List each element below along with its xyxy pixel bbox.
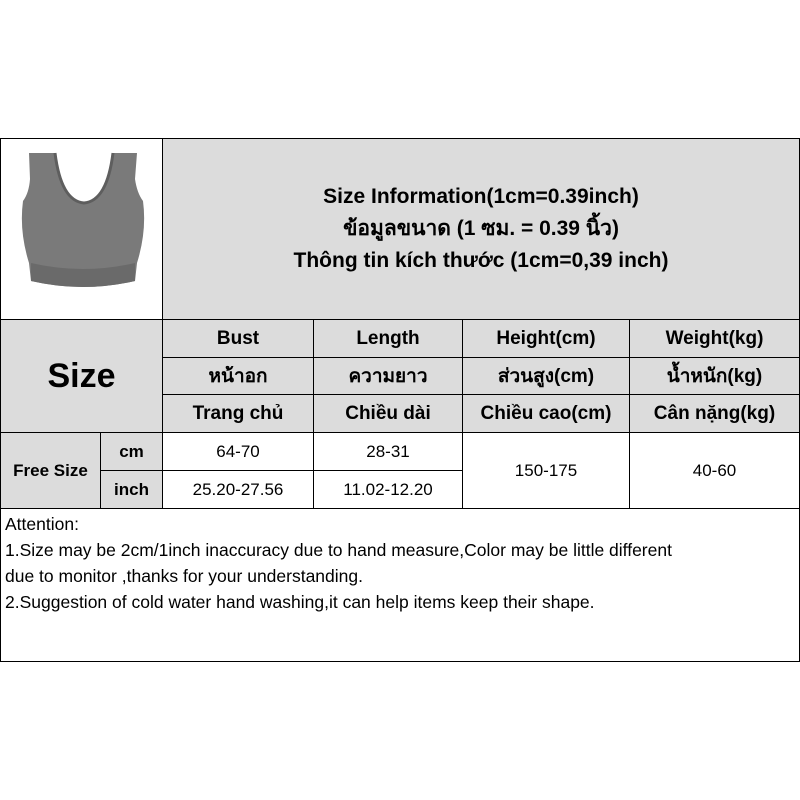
- col-bust-th: หน้าอก: [162, 357, 314, 395]
- free-size-label: Free Size: [0, 432, 101, 509]
- title-line-th: ข้อมูลขนาด (1 ซม. = 0.39 นิ้ว): [343, 217, 619, 240]
- title-line-vi: Thông tin kích thước (1cm=0,39 inch): [293, 249, 669, 272]
- attention-line-1b: due to monitor ,thanks for your understanding.: [5, 566, 363, 586]
- title-line-en: Size Information(1cm=0.39inch): [323, 185, 639, 208]
- col-bust-vi: Trang chủ: [162, 394, 314, 433]
- col-length-vi: Chiều dài: [313, 394, 463, 433]
- col-height-en: Height(cm): [462, 319, 630, 358]
- col-length-th: ความยาว: [313, 357, 463, 395]
- col-length-en: Length: [313, 319, 463, 358]
- bust-inch: 25.20-27.56: [162, 470, 314, 509]
- col-weight-vi: Cân nặng(kg): [629, 394, 800, 433]
- col-weight-en: Weight(kg): [629, 319, 800, 358]
- length-cm: 28-31: [313, 432, 463, 471]
- attention-heading: Attention:: [5, 514, 79, 534]
- col-weight-th: น้ำหนัก(kg): [629, 357, 800, 395]
- attention-line-2: 2.Suggestion of cold water hand washing,it can help items keep their shape.: [5, 592, 595, 612]
- size-info-title: [162, 138, 800, 320]
- bust-cm: 64-70: [162, 432, 314, 471]
- attention-notes: [0, 508, 800, 662]
- col-height-th: ส่วนสูง(cm): [462, 357, 630, 395]
- unit-inch: inch: [100, 470, 163, 509]
- weight-value: 40-60: [629, 432, 800, 509]
- height-value: 150-175: [462, 432, 630, 509]
- tank-top-image: [9, 149, 154, 309]
- col-height-vi: Chiều cao(cm): [462, 394, 630, 433]
- size-label: Size: [0, 319, 163, 433]
- product-image-cell: [0, 138, 163, 320]
- col-bust-en: Bust: [162, 319, 314, 358]
- attention-line-1a: 1.Size may be 2cm/1inch inaccuracy due to hand measure,Color may be little different: [5, 540, 672, 560]
- length-inch: 11.02-12.20: [313, 470, 463, 509]
- unit-cm: cm: [100, 432, 163, 471]
